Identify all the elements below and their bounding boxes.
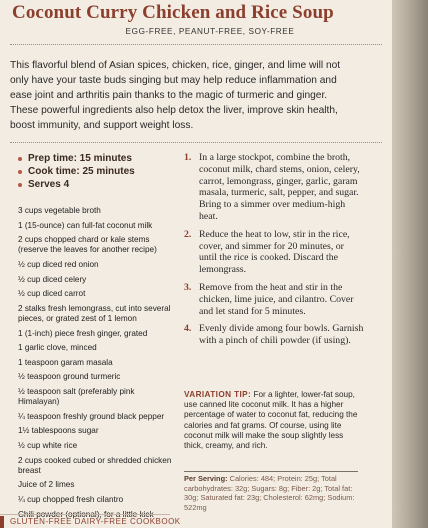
ingredient-item: ¼ cup chopped fresh cilantro: [18, 494, 124, 504]
ingredient-item: 1 teaspoon garam masala: [18, 357, 113, 367]
step-text: Reduce the heat to low, stir in the rice, cover, and simmer for 20 minutes, or until the rice is cooked. Discard the lemongrass.: [199, 228, 350, 276]
ingredient-item: 1 garlic clove, minced: [18, 343, 97, 353]
servings: Serves 4: [18, 178, 135, 191]
ingredient-item: ½ cup diced red onion: [18, 259, 99, 269]
nutrition-divider: [184, 471, 358, 472]
ingredient-item: 1½ tablespoons sugar: [18, 426, 99, 436]
intro-divider: [10, 142, 382, 143]
recipe-meta-list: [18, 152, 135, 191]
ingredient-item: ½ cup diced carrot: [18, 289, 86, 299]
recipe-title: Coconut Curry Chicken and Rice Soup: [12, 2, 334, 23]
step-number: 2.: [184, 228, 192, 240]
variation-tip: [184, 390, 358, 451]
ingredient-item: 1 (1-inch) piece fresh ginger, grated: [18, 328, 148, 338]
facing-page-edge: [392, 0, 428, 528]
step-number: 1.: [184, 152, 192, 163]
ingredient-item: Juice of 2 limes: [18, 480, 75, 490]
allergen-subtitle: EGG-FREE, PEANUT-FREE, SOY-FREE: [125, 27, 295, 36]
step-item: [184, 152, 364, 223]
step-text: In a large stockpot, combine the broth, coconut milk, chard stems, onion, celery, carrot, lemongrass, ginger, garlic, garam masala, turmeric, salt, pepper, and sugar. Bring to a simmer over medium-high heat.: [199, 152, 360, 222]
nutrition-label: Per Serving:: [184, 474, 228, 483]
cook-time: Cook time: 25 minutes: [18, 165, 135, 178]
ingredient-item: ½ cup diced celery: [18, 274, 87, 284]
book-footer: GLUTEN-FREE DAIRY-FREE COOKBOOK: [0, 514, 170, 528]
ingredient-item: ½ teaspoon ground turmeric: [18, 372, 121, 382]
prep-time: Prep time: 15 minutes: [18, 152, 135, 165]
ingredient-item: ¼ teaspoon freshly ground black pepper: [18, 411, 165, 421]
step-text: Evenly divide among four bowls. Garnish with a pinch of chili powder (if using).: [199, 323, 364, 347]
instructions-list: [184, 152, 364, 353]
ingredient-item: 2 cups chopped chard or kale stems (reserve the leaves for another recipe): [18, 235, 157, 255]
nutrition-info: [184, 474, 356, 512]
ingredient-item: ½ cup white rice: [18, 440, 78, 450]
step-number: 3.: [184, 281, 192, 293]
variation-tip-label: VARIATION TIP:: [184, 390, 252, 399]
recipe-intro: This flavorful blend of Asian spices, chicken, rice, ginger, and lime will not only have your taste buds singing but may help reduce inflammation and ease joint and arthritis pain thanks to the magic of turmeric and ginger. These powerful ingredients also help detox the liver, improve skin health, boost immunity, and support weight loss.: [10, 60, 341, 131]
ingredient-item: 3 cups vegetable broth: [18, 206, 101, 215]
step-text: Remove from the heat and stir in the chicken, lime juice, and cilantro. Cover and let stand for 5 minutes.: [199, 281, 354, 317]
step-item: [184, 323, 364, 347]
step-number: 4.: [184, 323, 192, 335]
ingredient-item: Chili powder (optional), for a little kick: [18, 509, 154, 519]
nutrition-text: Calories: 484; Protein: 25g; Total carbohydrates: 32g; Sugars: 8g; Fiber: 2g; Total fat: 30g; Saturated fat: 23g; Cholesterol: 62mg; Sodium: 522mg: [184, 474, 355, 512]
step-item: [184, 282, 364, 317]
step-item: [184, 229, 364, 276]
variation-tip-text: For a lighter, lower-fat soup, use canned lite coconut milk. It has a higher percentage of water to coconut fat, reducing the calories and fat grams. Of course, using lite coconut milk will make the soup slightly less thick, creamy, and rich.: [184, 390, 358, 451]
ingredient-item: 2 stalks fresh lemongrass, cut into several pieces, or grated zest of 1 lemon: [18, 303, 171, 323]
ingredient-item: ½ teaspoon salt (preferably pink Himalayan): [18, 386, 135, 407]
top-divider: [10, 44, 382, 45]
ingredient-item: 2 cups cooked cubed or shredded chicken breast: [18, 455, 172, 475]
ingredients-list: [18, 206, 178, 524]
ingredient-item: 1 (15-ounce) can full-fat coconut milk: [18, 220, 153, 230]
